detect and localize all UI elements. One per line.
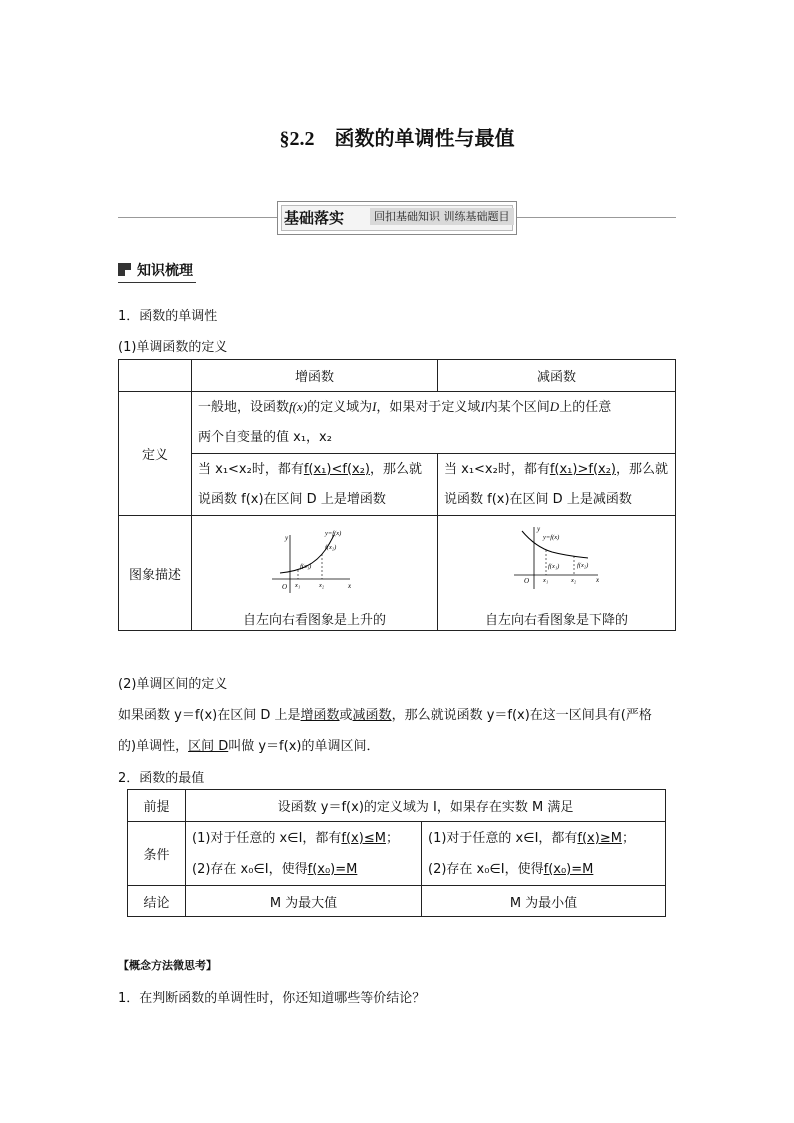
max-conclusion: M 为最大值 bbox=[186, 886, 422, 917]
graph-fx1-label: f(x₁) bbox=[547, 562, 559, 570]
min-condition: (1)对于任意的 x∈I，都有f(x)≥M； (2)存在 x₀∈I，使得f(x₀)=M bbox=[422, 822, 666, 886]
graph-x2-label: x₂ bbox=[570, 576, 576, 584]
graph-fx2-label: f(x₂) bbox=[576, 561, 588, 569]
decreasing-definition: 当 x₁<x₂时，都有f(x₁)>f(x₂)，那么就 说函数 f(x)在区间 D 上是减函数 bbox=[438, 454, 676, 516]
increasing-graph-caption: 自左向右看图象是上升的 bbox=[242, 612, 386, 628]
max-condition: (1)对于任意的 x∈I，都有f(x)≤M； (2)存在 x₀∈I，使得f(x₀)=M bbox=[186, 822, 422, 886]
graph-x-label: x bbox=[347, 581, 351, 590]
conclusion-label: 结论 bbox=[128, 886, 186, 917]
section-heading: 知识梳理 bbox=[118, 260, 193, 280]
extrema-table bbox=[127, 789, 666, 917]
increasing-graph bbox=[270, 527, 360, 597]
banner-divider-right bbox=[517, 217, 676, 218]
decreasing-graph bbox=[512, 523, 602, 593]
graph-x-label: x bbox=[595, 575, 599, 584]
row-graph-label: 图象描述 bbox=[119, 516, 192, 631]
graph-fn-label: y=f(x) bbox=[324, 529, 341, 537]
min-conclusion: M 为最小值 bbox=[422, 886, 666, 917]
graph-fx1-label: f(x₁) bbox=[299, 562, 311, 570]
graph-y-label: y bbox=[536, 524, 540, 533]
premise-text: 设函数 y＝f(x)的定义域为 I，如果存在实数 M 满足 bbox=[186, 790, 666, 822]
increasing-graph-cell bbox=[192, 516, 438, 631]
decreasing-graph-caption: 自左向右看图象是下降的 bbox=[484, 612, 628, 628]
page-title: §2.2 函数的单调性与最值 bbox=[279, 128, 515, 150]
graph-origin-label: O bbox=[523, 576, 529, 585]
increasing-definition: 当 x₁<x₂时，都有f(x₁)<f(x₂)，那么就 说函数 f(x)在区间 D 上是增函数 bbox=[192, 454, 438, 516]
interval-paragraph-line1: 如果函数 y＝f(x)在区间 D 上是增函数或减函数，那么就说函数 y＝f(x)在这一区间具有(严格 bbox=[118, 708, 652, 723]
think-heading: 【概念方法微思考】 bbox=[118, 959, 217, 972]
graph-fx2-label: f(x₂) bbox=[324, 543, 336, 551]
heading-extrema: 2．函数的最值 bbox=[118, 771, 205, 786]
heading-interval-def: (2)单调区间的定义 bbox=[118, 677, 228, 692]
increasing-condition: f(x₁)<f(x₂) bbox=[303, 461, 370, 477]
heading-monotone-def: (1)单调函数的定义 bbox=[118, 340, 228, 355]
square-icon bbox=[118, 263, 131, 276]
graph-x1-label: x₁ bbox=[294, 581, 300, 589]
condition-label: 条件 bbox=[128, 822, 186, 886]
banner-sub: 回扣基础知识 训练基础题目 bbox=[370, 208, 514, 225]
col-decreasing: 减函数 bbox=[438, 360, 676, 392]
heading-monotonicity: 1．函数的单调性 bbox=[118, 309, 218, 324]
graph-origin-label: O bbox=[281, 582, 287, 591]
section-banner bbox=[277, 201, 517, 235]
graph-x2-label: x₂ bbox=[318, 581, 324, 589]
section-underline bbox=[118, 282, 196, 283]
premise-label: 前提 bbox=[128, 790, 186, 822]
banner-divider-left bbox=[118, 217, 277, 218]
interval-paragraph-line2: 的)单调性，区间 D叫做 y＝f(x)的单调区间． bbox=[118, 739, 380, 754]
interval-term: 区间 D bbox=[188, 739, 229, 754]
increasing-function-term: 增函数 bbox=[300, 708, 340, 723]
definition-common: 一般地，设函数f(x)的定义域为I，如果对于定义域I内某个区间D上的任意 两个自变量的值 x₁，x₂ bbox=[192, 392, 676, 454]
graph-x1-label: x₁ bbox=[542, 576, 548, 584]
decreasing-condition: f(x₁)>f(x₂) bbox=[549, 461, 616, 477]
monotone-table bbox=[118, 359, 676, 631]
graph-y-label: y bbox=[284, 533, 288, 542]
question-1: 1．在判断函数的单调性时，你还知道哪些等价结论？ bbox=[118, 991, 426, 1006]
decreasing-graph-cell bbox=[438, 516, 676, 631]
col-increasing: 增函数 bbox=[192, 360, 438, 392]
decreasing-function-term: 减函数 bbox=[352, 708, 392, 723]
banner-main: 基础落实 bbox=[284, 209, 345, 227]
row-definition-label: 定义 bbox=[119, 392, 192, 516]
graph-fn-label: y=f(x) bbox=[542, 533, 559, 541]
